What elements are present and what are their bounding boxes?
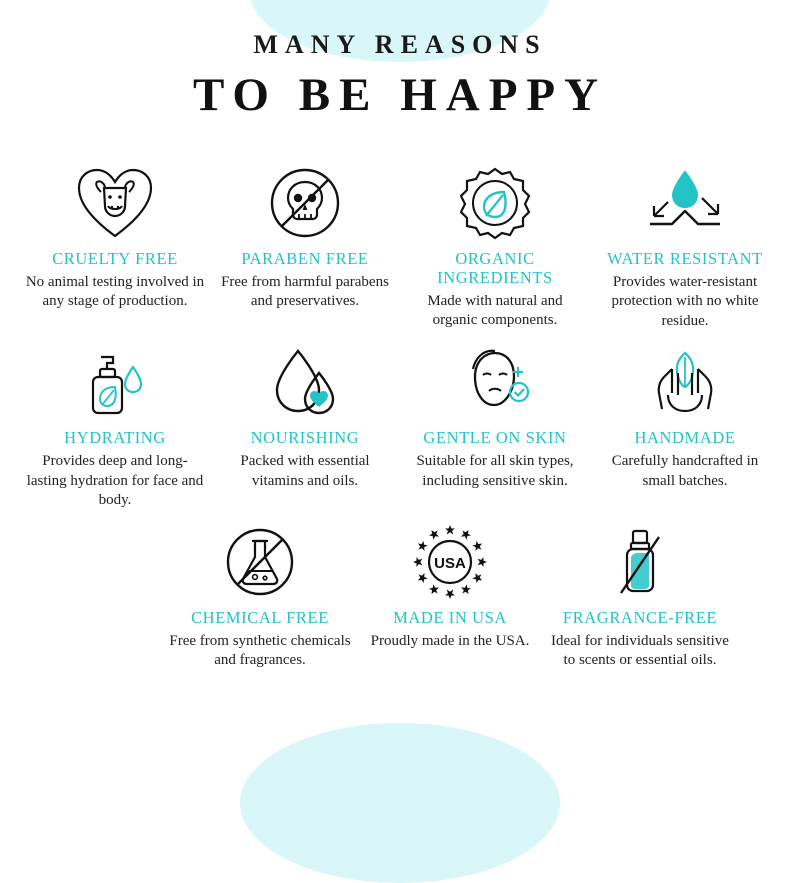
cruelty-free-cow-heart-icon	[24, 162, 206, 244]
benefit-chemical-free	[165, 521, 355, 671]
benefit-nourishing	[210, 341, 400, 510]
benefit-title: WATER RESISTANT	[607, 248, 763, 268]
made-in-usa-stars-badge-icon	[359, 521, 541, 603]
gentle-on-skin-face-icon	[404, 341, 586, 423]
benefits-grid	[20, 162, 780, 681]
benefit-made-in-usa	[355, 521, 545, 671]
benefit-title: CRUELTY FREE	[52, 248, 178, 268]
paraben-free-skull-icon	[214, 162, 396, 244]
benefits-row	[20, 162, 780, 331]
title-line-1: MANY REASONS	[253, 30, 547, 59]
benefit-description: No animal testing involved in any stage of production.	[25, 273, 205, 310]
benefit-description: Suitable for all skin types, including sensitive skin.	[416, 453, 574, 489]
handmade-hands-leaf-icon	[594, 341, 776, 423]
benefits-row	[20, 521, 780, 671]
benefit-title: ORGANIC INGREDIENTS	[437, 248, 553, 287]
benefits-row	[20, 341, 780, 510]
benefit-description: Provides deep and long-lasting hydration for face and body.	[26, 453, 204, 509]
nourishing-droplet-heart-icon	[214, 341, 396, 423]
page-title	[20, 30, 780, 122]
benefit-title: NOURISHING	[250, 428, 360, 448]
benefit-description: Free from harmful parabens and preservatives.	[221, 273, 389, 310]
benefit-title: GENTLE ON SKIN	[423, 428, 567, 448]
benefit-title: PARABEN FREE	[241, 248, 369, 268]
benefit-title: CHEMICAL FREE	[191, 607, 329, 627]
benefit-water-resistant	[590, 162, 780, 331]
chemical-free-flask-icon	[169, 521, 351, 603]
benefit-handmade	[590, 341, 780, 510]
benefit-description: Packed with essential vitamins and oils.	[240, 453, 370, 489]
benefit-hydrating	[20, 341, 210, 510]
benefit-title: HANDMADE	[634, 428, 736, 448]
benefit-title: MADE IN USA	[393, 607, 507, 627]
benefit-description: Provides water-resistant protection with no white residue.	[611, 273, 759, 329]
hydrating-pump-bottle-icon	[24, 341, 206, 423]
title-line-2: TO BE HAPPY	[192, 69, 608, 121]
benefit-description: Made with natural and organic components.	[427, 292, 563, 329]
benefit-description: Ideal for individuals sensitive to scents or essential oils.	[551, 632, 729, 669]
benefit-fragrance-free	[545, 521, 735, 671]
organic-leaf-badge-icon	[404, 162, 586, 244]
usa-badge-text: USA	[434, 554, 466, 572]
water-resistant-droplet-icon	[594, 162, 776, 244]
benefit-gentle-on-skin	[400, 341, 590, 510]
benefit-organic-ingredients	[400, 162, 590, 331]
benefit-paraben-free	[210, 162, 400, 331]
fragrance-free-dropper-bottle-icon	[549, 521, 731, 603]
benefit-title: HYDRATING	[64, 428, 166, 448]
benefit-description: Free from synthetic chemicals and fragrances.	[169, 632, 351, 669]
benefit-title: FRAGRANCE-FREE	[562, 607, 718, 627]
benefit-description: Proudly made in the USA.	[370, 632, 530, 649]
benefit-cruelty-free	[20, 162, 210, 331]
benefit-description: Carefully handcrafted in small batches.	[611, 453, 759, 489]
